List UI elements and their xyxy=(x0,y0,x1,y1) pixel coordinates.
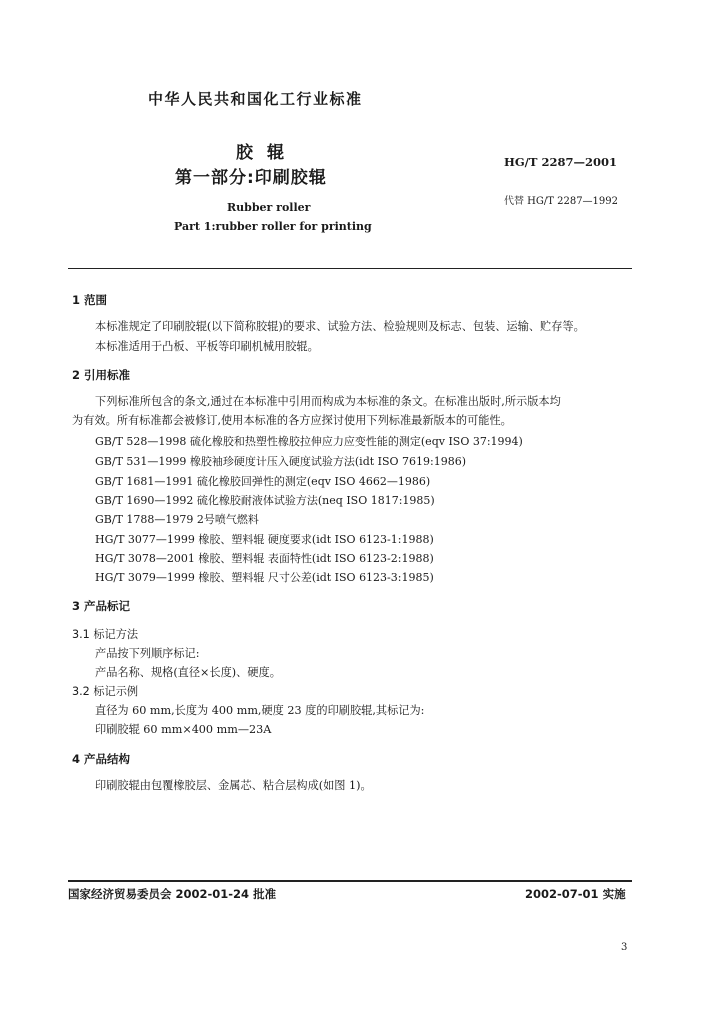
document-title: 胶辊 xyxy=(236,143,298,163)
issuing-organization: 中华人民共和国化工行业标准 xyxy=(148,90,363,108)
section-1-paragraph-2: 本标准适用于凸板、平板等印刷机械用胶辊。 xyxy=(95,340,319,353)
section-4-paragraph-1: 印刷胶辊由包覆橡胶层、金属芯、粘合层构成(如图 1)。 xyxy=(95,779,372,792)
section-1-title: 1 范围 xyxy=(72,293,108,307)
approval-statement: 国家经济贸易委员会 2002-01-24 批准 xyxy=(68,887,277,901)
reference-item: GB/T 528—1998 硫化橡胶和热塑性橡胶拉伸应力应变性能的测定(eqv ISO 37:1994) xyxy=(95,435,523,448)
reference-item: GB/T 1690—1992 硫化橡胶耐液体试验方法(neq ISO 1817:1985) xyxy=(95,494,435,507)
document-title-en: Rubber roller xyxy=(227,201,311,214)
reference-item: HG/T 3078—2001 橡胶、塑料辊 表面特性(idt ISO 6123-2:1988) xyxy=(95,552,434,565)
replaces-standard: 代替 HG/T 2287—1992 xyxy=(504,196,619,207)
section-2-intro-line-2: 为有效。所有标准都会被修订,使用本标准的各方应探讨使用下列标准最新版本的可能性。 xyxy=(72,414,512,427)
page-number: 3 xyxy=(621,942,628,953)
reference-item: HG/T 3079—1999 橡胶、塑料辊 尺寸公差(idt ISO 6123-3:1985) xyxy=(95,571,434,584)
section-3-1-line-1: 产品按下列顺序标记: xyxy=(95,647,200,660)
section-3-title: 3 产品标记 xyxy=(72,599,131,613)
reference-item: GB/T 1788—1979 2号喷气燃料 xyxy=(95,513,259,526)
standard-number: HG/T 2287—2001 xyxy=(504,155,617,169)
document-subtitle-en: Part 1:rubber roller for printing xyxy=(174,220,372,233)
section-1-paragraph-1: 本标准规定了印刷胶辊(以下简称胶辊)的要求、试验方法、检验规则及标志、包装、运输、贮存等。 xyxy=(95,320,585,333)
footer-divider xyxy=(68,880,632,882)
section-3-1-title: 3.1 标记方法 xyxy=(72,628,139,641)
reference-item: GB/T 531—1999 橡胶袖珍硬度计压入硬度试验方法(idt ISO 7619:1986) xyxy=(95,455,467,468)
section-3-1-line-2: 产品名称、规格(直径×长度)、硬度。 xyxy=(95,666,281,679)
reference-item: GB/T 1681—1991 硫化橡胶回弹性的测定(eqv ISO 4662—1986) xyxy=(95,475,431,488)
section-3-2-title: 3.2 标记示例 xyxy=(72,685,139,698)
section-2-title: 2 引用标准 xyxy=(72,368,131,382)
document-subtitle: 第一部分:印刷胶辊 xyxy=(175,168,327,188)
section-2-intro-line-1: 下列标准所包含的条文,通过在本标准中引用而构成为本标准的条文。在标准出版时,所示版本均 xyxy=(95,395,561,408)
section-4-title: 4 产品结构 xyxy=(72,752,131,766)
header-divider xyxy=(68,268,632,269)
section-3-2-line-2: 印刷胶辊 60 mm×400 mm—23A xyxy=(95,723,272,736)
implementation-date: 2002-07-01 实施 xyxy=(525,887,626,901)
section-3-2-line-1: 直径为 60 mm,长度为 400 mm,硬度 23 度的印刷胶辊,其标记为: xyxy=(95,704,425,717)
reference-item: HG/T 3077—1999 橡胶、塑料辊 硬度要求(idt ISO 6123-1:1988) xyxy=(95,533,434,546)
